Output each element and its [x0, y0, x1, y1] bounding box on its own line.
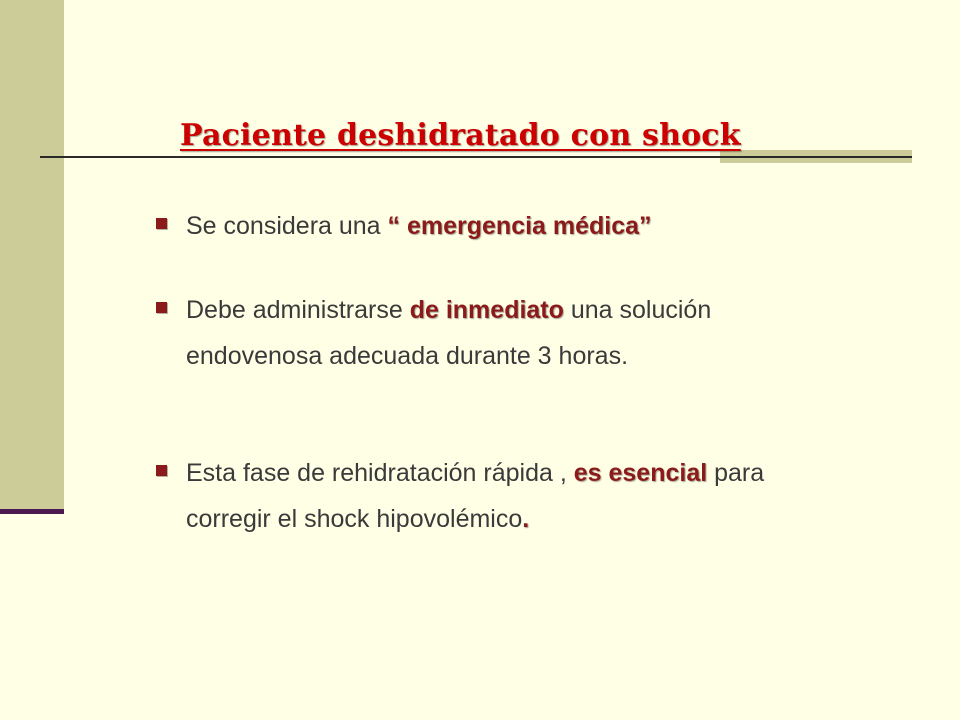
bullet-emphasis: es esencial: [573, 459, 708, 487]
bullet-text: una solución endovenosa adecuada durante 3 horas.: [186, 296, 712, 370]
bullet-text: Se considera una: [186, 212, 388, 240]
title-accent-line: [720, 156, 912, 158]
bullet-emphasis: de inmediato: [409, 296, 564, 324]
sidebar-decoration: [0, 0, 64, 512]
slide-title: Paciente deshidratado con shock: [180, 118, 741, 153]
bullet-emphasis: .: [522, 505, 530, 533]
bullet-text: Debe administrarse: [186, 296, 410, 324]
square-bullet-icon: [156, 218, 167, 229]
bullet-item: [186, 450, 826, 542]
square-bullet-icon: [156, 465, 167, 476]
bullet-emphasis: “ emergencia médica”: [387, 212, 652, 240]
bullet-item: [186, 203, 826, 249]
bullet-text: para corregir el shock hipovolémico: [186, 459, 765, 533]
square-bullet-icon: [156, 302, 167, 313]
bullet-item: [186, 287, 826, 379]
bullet-text: Esta fase de rehidratación rápida ,: [186, 459, 574, 487]
sidebar-rule: [0, 509, 64, 514]
